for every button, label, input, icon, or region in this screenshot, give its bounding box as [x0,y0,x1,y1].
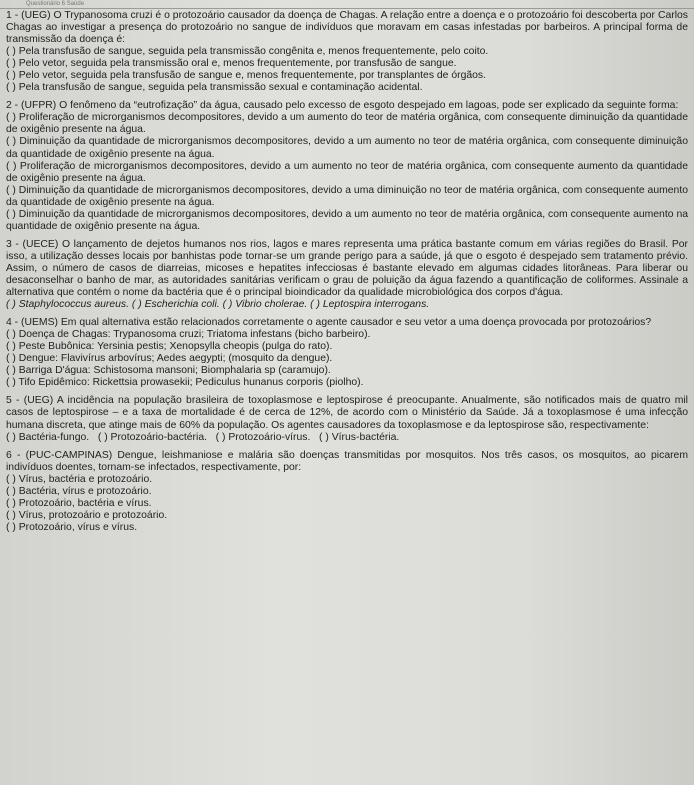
question-stem: 5 - (UEG) A incidência na população brasileira de toxoplasmose e leptospirose é preocupante. Anualmente, são notificados mais de quatro mil casos de leptospirose – e a taxa de mortalidade é de cerca de 12%, de acordo com o Ministério da Saúde. Já a toxoplasmose é uma infecção humana discreta, que atinge mais de 60% da população. Os agentes causadores da toxoplasmose e da leptospirose são, respectivamente: [6,395,688,431]
answer-option: ( ) Bactéria-fungo. [6,431,90,443]
answer-option: ( ) Vibrio cholerae. [222,299,308,311]
answer-option: ( ) Protozoário-vírus. [215,431,311,443]
answer-option: ( ) Leptospira interrogans. [310,299,430,311]
question-3 [6,239,688,311]
question-2 [6,100,688,233]
answer-option: ( ) Vírus, protozoário e protozoário. [6,509,168,521]
page-header: Questionário 6 Saúde [0,0,694,9]
questions-container [6,10,688,540]
answer-option: ( ) Vírus-bactéria. [319,431,400,443]
question-stem: 6 - (PUC-CAMPINAS) Dengue, leishmaniose e malária são doenças transmitidas por mosquitos. Nos três casos, os mosquitos, ao picarem indivíduos doentes, tornam-se infectados, respectivamente, por: [6,449,688,473]
answer-option: ( ) Protozoário, bactéria e vírus. [6,497,152,509]
answer-options-row [6,299,688,311]
question-stem: 3 - (UECE) O lançamento de dejetos humanos nos rios, lagos e mares representa uma prática bastante comum em várias regiões do Brasil. Por isso, a utilização desses locais por banhistas pode tornar-se um grande perigo para a saúde, já que o esgoto é despejado sem tratamento prévio. Assim, o número de casos de diarreias, micoses e hepatites infecciosas é bastante elevado em algumas cidades litorâneas. Para liberar ou desaconselhar o banho de mar, as autoridades sanitárias verificam o grau de poluição da água fazendo a quantificação de coliformes. Assinale a alternativa que contém o nome da bactéria que é o principal bioindicador da qualidade microbiológica dos corpos d'água. [6,238,688,299]
answer-option: ( ) Tifo Epidêmico: Rickettsia prowasekii; Pediculus hunanus corporis (piolho). [6,377,364,389]
question-5 [6,395,688,443]
answer-option: ( ) Protozoário-bactéria. [97,431,207,443]
question-6 [6,450,688,534]
answer-option: ( ) Dengue: Flavivírus arbovírus; Aedes aegypti; (mosquito da dengue). [6,353,333,365]
answer-option: ( ) Pela transfusão de sangue, seguida pela transmissão sexual e contaminação acidental. [6,82,423,94]
question-4 [6,317,688,389]
answer-option: ( ) Pela transfusão de sangue, seguida pela transmissão congênita e, menos frequentemente, pelo coito. [6,46,489,58]
answer-options-row [6,432,688,444]
answer-option: ( ) Barriga D'água: Schistosoma mansoni; Biomphalaria sp (caramujo). [6,365,331,377]
answer-option: ( ) Doença de Chagas: Trypanosoma cruzi; Triatoma infestans (bicho barbeiro). [6,329,371,341]
answer-option: ( ) Proliferação de microrganismos decompositores, devido a um aumento do teor de matéria orgânica, com consequente diminuição da quantidade de oxigênio presente na água. [6,112,688,136]
answer-option: ( ) Diminuição da quantidade de microrganismos decompositores, devido a um aumento no teor de matéria orgânica, com consequente diminuição da quantidade de oxigênio presente na água. [6,136,688,160]
answer-option: ( ) Diminuição da quantidade de microrganismos decompositores, devido a um aumento no teor de matéria orgânica, com consequente aumento na quantidade de oxigênio presente na água. [6,208,688,232]
answer-option: ( ) Diminuição da quantidade de microrganismos decompositores, devido a uma diminuição no teor de matéria orgânica, com consequente aumento da quantidade de oxigênio presente na água. [6,184,688,208]
answer-option: ( ) Protozoário, vírus e vírus. [6,521,138,533]
answer-option: ( ) Pelo vetor, seguida pela transmissão oral e, menos frequentemente, por transfusão de sangue. [6,58,457,70]
answer-option: ( ) Proliferação de microrganismos decompositores, devido a um aumento no teor de matéria orgânica, com consequente aumento da quantidade de oxigênio presente na água. [6,160,688,184]
answer-option: ( ) Vírus, bactéria e protozoário. [6,473,153,485]
answer-option: ( ) Bactéria, vírus e protozoário. [6,485,152,497]
question-1 [6,10,688,94]
answer-option: ( ) Pelo vetor, seguida pela transfusão de sangue e, menos frequentemente, por transplantes de órgãos. [6,70,487,82]
question-stem: 4 - (UEMS) Em qual alternativa estão relacionados corretamente o agente causador e seu vetor a uma doença provocada por protozoários? [6,317,652,329]
question-stem: 2 - (UFPR) O fenômeno da “eutrofização” da água, causado pelo excesso de esgoto despejado em lagoas, pode ser explicado da seguinte forma: [6,100,679,112]
question-stem: 1 - (UEG) O Trypanosoma cruzi é o protozoário causador da doença de Chagas. A relação entre a doença e o protozoário foi descoberta por Carlos Chagas ao investigar a presença do protozoário no sangue de indivíduos que moravam em casas infestadas por barbeiros. A principal forma de transmissão da doença é: [6,10,688,46]
answer-option: ( ) Staphylococcus aureus. [6,299,130,311]
answer-option: ( ) Escherichia coli. [131,299,220,311]
answer-option: ( ) Peste Bubônica: Yersinia pestis; Xenopsylla cheopis (pulga do rato). [6,341,333,353]
